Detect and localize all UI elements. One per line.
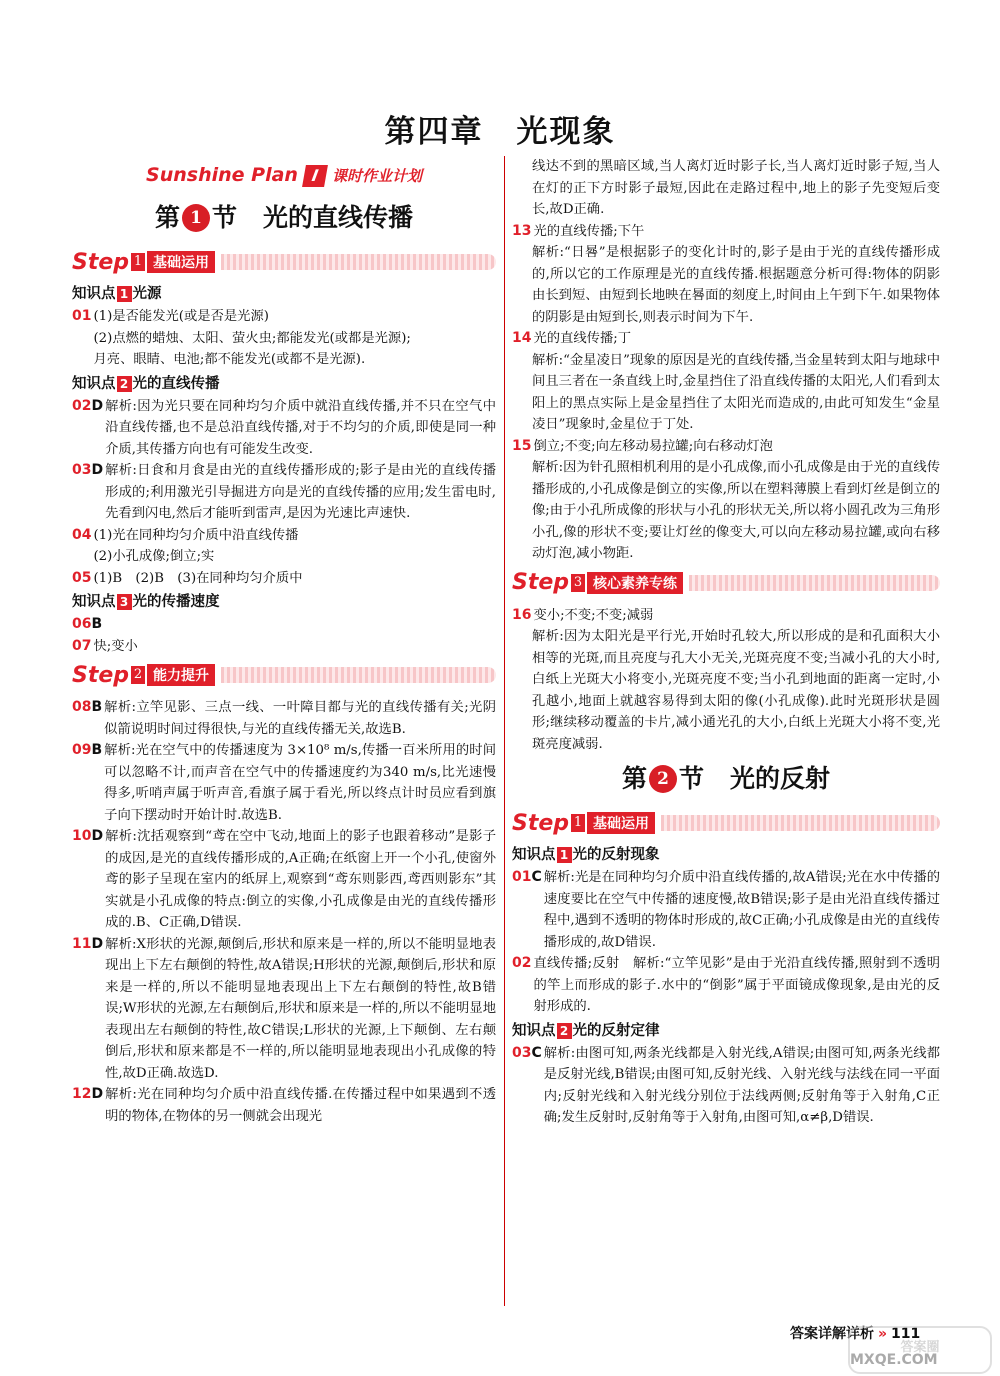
q-choice: D	[91, 397, 104, 414]
watermark-logo: 答案圈	[848, 1326, 992, 1374]
q-num: 09	[72, 742, 92, 758]
answer-line: 光的直线传播;下午	[533, 223, 645, 239]
section-pre: 第	[621, 764, 647, 793]
q-choice: C	[531, 869, 542, 885]
answer-line: 快;变小	[93, 638, 138, 654]
explanation: 解析:日食和月食是由光的直线传播形成的;影子是由光的直线传播形成的;利用激光引导掘进方向是光的直线传播的应用;发生雷电时,先看到闪电,然后才能听到雷声,是因为光速比声速快.	[105, 463, 496, 521]
step-label: 核心素养专练	[587, 572, 683, 594]
explanation: 解析:立竿见影、三点一线、一叶障目都与光的直线传播有关;光阴似箭说明时间过得很快,与光的直线传播无关,故选B.	[104, 700, 496, 737]
question-number	[512, 1043, 542, 1129]
step-band	[221, 667, 496, 683]
kp-prefix: 知识点	[512, 847, 556, 863]
kp-name: 光的反射现象	[572, 847, 660, 863]
answer-item	[72, 460, 496, 525]
explanation: 解析:光是在同种均匀介质中沿直线传播的,故A错误;光在水中传播的速度要比在空气中传播的速度慢,故B错误;影子是由光沿直线传播过程中,遇到不透明的物体时形成的,故C正确;小孔成像是由光的直线传播形成的,故D错误.	[543, 870, 940, 950]
footer-label: 答案详解详析	[790, 1326, 874, 1342]
kp-name: 光的反射定律	[572, 1022, 660, 1039]
q-num: 11	[72, 935, 92, 952]
sunshine-plan-banner	[72, 164, 496, 194]
watermark-url: MXQE.COM	[850, 1352, 938, 1368]
answer-line: 倒立;不变;向左移动易拉罐;向右移动灯泡	[533, 438, 773, 454]
question-number: 05	[72, 569, 92, 586]
answer-line: (2)小孔成像;倒立;实	[93, 549, 215, 564]
answer-item	[72, 568, 496, 590]
step-word: Step	[72, 249, 130, 275]
answer-item	[512, 1043, 940, 1129]
explanation: 解析:因为针孔照相机利用的是小孔成像,而小孔成像是由于光的直线传播形成的,小孔成像是倒立的实像,所以在塑料薄膜上看到灯丝是倒立的像;由于小孔所成像的形状与小孔的形状无关,所以将小圆孔改为三角形小孔,像的形状不变;要让灯丝的像变大,可以向左移动易拉罐,或向右移动灯泡,减小物距.	[532, 460, 940, 561]
q-choice: C	[531, 1044, 542, 1061]
knowledge-point-4	[512, 845, 940, 865]
explanation: 解析:因为太阳光是平行光,开始时孔较大,所以形成的是和孔面积大小相等的光斑,而且亮度与孔大小无关,光斑亮度不变;当减小孔的大小时,白纸上光斑大小将变小,光斑亮度不变;当小孔到地面的距离一定时,小孔越小,地面上就越容易得到太阳的像(小孔成像).此时光斑形状是圆形;继续移动覆盖的卡片,减小通光孔的大小,白纸上光斑大小将不变,光斑亮度减弱.	[532, 629, 940, 752]
knowledge-point-3	[72, 592, 496, 612]
answer-item	[72, 396, 496, 461]
step-band	[661, 815, 940, 831]
right-column	[512, 156, 940, 1129]
kp-number: 1	[557, 847, 572, 863]
chevron-right-icon: »	[878, 1326, 888, 1342]
explanation: 解析:因为光只要在同种均匀介质中就沿直线传播,并不只在空气中沿直线传播,也不是总沿直线传播,对于不均匀的介质,即使是同一种介质,其传播方向也有可能发生改变.	[105, 398, 496, 457]
question-number: 02	[512, 955, 532, 971]
section-post: 节	[211, 203, 237, 232]
knowledge-point-5	[512, 1021, 940, 1041]
step-4-header	[512, 809, 940, 837]
answer-line: (1)B (2)B (3)在同种均匀介质中	[93, 570, 303, 586]
question-number	[512, 867, 542, 953]
answer-item	[512, 221, 940, 243]
explanation: 解析:X形状的光源,颠倒后,形状和原来是一样的,所以不能明显地表现出上下左右颠倒的特性,故A错误;H形状的光源,颠倒后,形状和原来是一样的,所以不能明显地表现出上下左右颠倒的特性,故B错误;W形状的光源,左右颠倒后,形状和原来是一样的,所以不能明显地表现出左右颠倒的特性,故C错误;L形状的光源,上下颠倒、左右颠倒后,形状和原来都是不一样的,所以能明显地表现出小孔成像的特性,故D正确.故选D.	[105, 936, 496, 1081]
column-divider	[504, 156, 505, 1306]
kp-prefix: 知识点	[72, 286, 116, 302]
q-num: 02	[72, 397, 92, 414]
answer-item	[72, 934, 496, 1085]
step-band	[221, 254, 496, 270]
section-2-title	[512, 759, 940, 799]
answer-item	[72, 636, 496, 658]
answer-item	[512, 605, 940, 627]
q-choice: D	[91, 1086, 104, 1102]
q-num: 08	[72, 699, 92, 715]
question-number	[72, 614, 102, 636]
q-num: 03	[512, 1044, 532, 1061]
section-1-title	[72, 198, 496, 238]
answer-line: (1)光在同种均匀介质中沿直线传播	[93, 527, 299, 543]
step-number: 1	[571, 814, 585, 832]
left-column	[72, 158, 496, 1127]
section-name: 光的反射	[730, 764, 831, 793]
step-number: 2	[131, 666, 145, 684]
kp-number: 2	[557, 1023, 572, 1039]
explanation-continued: 线达不到的黑暗区域,当人离灯近时影子长,当人离灯近时影子短,当人在灯的正下方时影子最短,因此在走路过程中,地上的影子先变短后变长,故D正确.	[532, 159, 940, 217]
step-word: Step	[72, 662, 130, 688]
plan-english: Sunshine Plan	[146, 164, 298, 186]
answer-item	[512, 328, 940, 350]
answer-item	[512, 436, 940, 458]
section-number-badge: 2	[649, 765, 677, 793]
q-num: 03	[72, 462, 92, 478]
q-num: 12	[72, 1086, 92, 1102]
question-number	[72, 740, 102, 826]
step-band	[689, 575, 940, 591]
step-label: 基础运用	[587, 812, 655, 834]
question-number: 14	[512, 330, 532, 346]
question-number	[72, 826, 103, 934]
kp-number: 2	[117, 376, 132, 392]
question-number: 01	[72, 308, 92, 324]
chapter-title: 第四章 光现象	[384, 114, 616, 150]
answer-item	[72, 614, 496, 636]
question-number: 16	[512, 606, 532, 623]
answer-line: 变小;不变;不变;减弱	[533, 607, 654, 623]
answer-line: (2)点燃的蜡烛、太阳、萤火虫;都能发光(或都是光源);	[93, 330, 411, 346]
answer-item	[72, 306, 496, 371]
q-choice: D	[91, 935, 104, 952]
knowledge-point-1	[72, 284, 496, 304]
kp-prefix: 知识点	[72, 594, 116, 610]
q-choice: B	[91, 742, 103, 758]
answer-item	[72, 1084, 496, 1127]
q-num: 06	[72, 616, 92, 632]
kp-name: 光的直线传播	[132, 375, 220, 392]
step-number: 1	[131, 253, 145, 271]
answer-line: (1)是否能发光(或是否是光源)	[93, 309, 269, 324]
step-3-header	[512, 569, 940, 597]
explanation: 直线传播;反射 解析:“立竿见影”是由于光沿直线传播,照射到不透明的竿上而形成的影子.水中的“倒影”属于平面镜成像现象,是由光的反射形成的.	[533, 956, 940, 1014]
question-number: 13	[512, 222, 532, 239]
answer-item	[72, 525, 496, 568]
step-label: 基础运用	[147, 251, 215, 273]
plan-chinese: 课时作业计划	[331, 167, 422, 185]
step-label: 能力提升	[147, 664, 215, 686]
answer-item	[512, 953, 940, 1018]
step-word: Step	[512, 810, 570, 836]
explanation: 解析:沈括观察到“鸢在空中飞动,地面上的影子也跟着移动”是影子的成因,是光的直线传播形成的,A正确;在纸窗上开一个小孔,使窗外鸢的影子呈现在室内的纸屏上,观察到“鸢东则影西,鸢西则影东”其实就是小孔成像的特点:倒立的实像,小孔成像是由光的直线传播形成的.B、C正确,D错误.	[105, 829, 496, 930]
answer-line: 月亮、眼睛、电池;都不能发光(或都不是光源).	[93, 352, 366, 367]
plan-number-box: I	[302, 165, 328, 187]
section-number-badge: 1	[182, 204, 210, 232]
question-number	[72, 934, 103, 1085]
step-word: Step	[512, 570, 570, 595]
answer-item	[72, 740, 496, 826]
answer-line: 光的直线传播;丁	[533, 331, 632, 346]
question-number	[72, 460, 103, 525]
q-num: 01	[512, 869, 532, 885]
step-number: 3	[571, 574, 585, 592]
section-pre: 第	[154, 203, 180, 232]
answer-item	[72, 697, 496, 740]
q-choice: D	[91, 828, 104, 844]
step-1-header	[72, 248, 496, 276]
kp-name: 光的传播速度	[132, 594, 220, 610]
kp-prefix: 知识点	[512, 1022, 556, 1039]
question-number: 07	[72, 637, 92, 654]
question-number: 04	[72, 526, 92, 543]
section-post: 节	[678, 764, 704, 793]
question-number: 15	[512, 437, 532, 454]
step-2-header	[72, 661, 496, 689]
kp-prefix: 知识点	[72, 375, 116, 392]
q-num: 10	[72, 828, 92, 844]
explanation: 解析:光在空气中的传播速度为 3×10⁸ m/s,传播一百米所用的时间可以忽略不计,而声音在空气中的传播速度约为340 m/s,比光速慢得多,听哨声属于听声音,看旗子属于看光,所以终点计时员应看到旗子向下摆动时开始计时.故选B.	[104, 743, 496, 823]
answer-item	[72, 826, 496, 934]
kp-number: 1	[117, 286, 132, 302]
question-number	[72, 1084, 103, 1127]
section-name: 光的直线传播	[263, 203, 414, 232]
explanation: 解析:由图可知,两条光线都是入射光线,A错误;由图可知,两条光线都是反射光线,B错误;由图可知,反射光线、入射光线与法线在同一平面内;反射光线和入射光线分别位于法线两侧;反射角等于入射角,C正确;发生反射时,反射角等于入射角,由图可知,α≠β,D错误.	[543, 1045, 940, 1125]
explanation: 解析:“日晷”是根据影子的变化计时的,影子是由于光的直线传播形成的,所以它的工作原理是光的直线传播.根据题意分析可得:物体的阴影由长到短、由短到长地映在晷面的刻度上,时间由上午到下午.如果物体的阴影是由短到长,则表示时间为下午.	[532, 245, 940, 325]
kp-number: 3	[117, 594, 132, 610]
question-number	[72, 396, 103, 461]
q-choice: B	[91, 699, 103, 715]
knowledge-point-2	[72, 374, 496, 394]
q-choice: D	[91, 462, 104, 478]
question-number	[72, 697, 102, 740]
kp-name: 光源	[132, 286, 162, 302]
explanation: 解析:“金星凌日”现象的原因是光的直线传播,当金星转到太阳与地球中间且三者在一条直线上时,金星挡住了沿直线传播的太阳光,人们看到太阳上的黑点实际上是金星挡住了太阳光而造成的,由此可知发生“金星凌日”现象时,金星位于丁处.	[532, 352, 940, 432]
explanation: 解析:光在同种均匀介质中沿直线传播.在传播过程中如果遇到不透明的物体,在物体的另一侧就会出现光	[105, 1087, 496, 1124]
q-choice: B	[91, 616, 103, 632]
page-number: 111	[891, 1326, 921, 1342]
answer-item	[512, 867, 940, 953]
